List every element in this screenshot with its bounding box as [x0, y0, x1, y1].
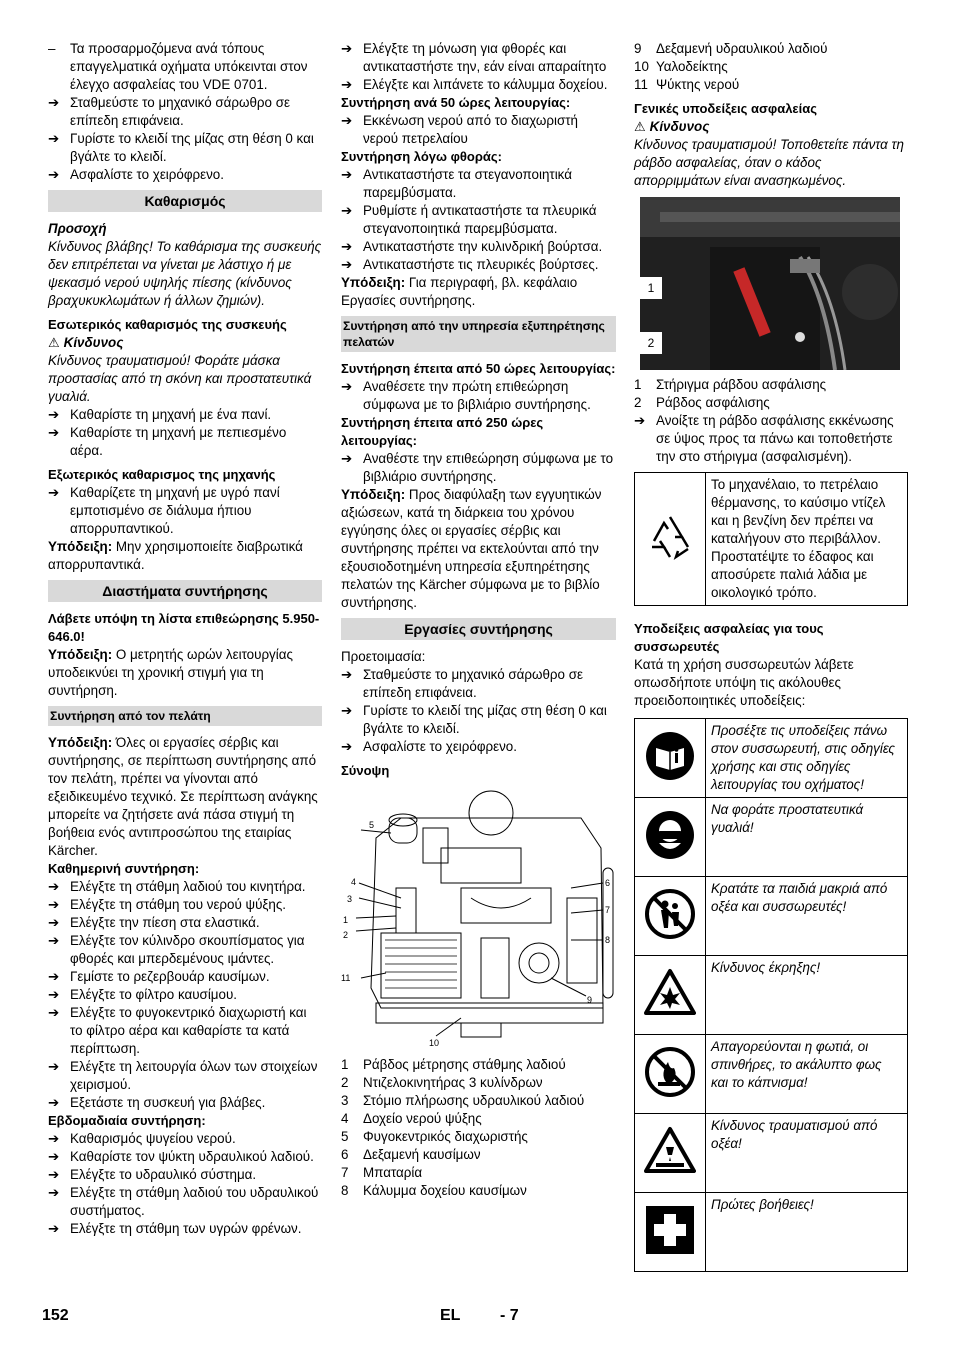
customer-maintenance-title: Συντήρηση από τον πελάτη — [48, 706, 322, 726]
step-item: ➔ Αντικαταστήστε τα στεγανοποιητικά παρεμβύσματα. — [341, 166, 616, 202]
language-code: EL — [440, 1307, 461, 1324]
recycling-box — [634, 472, 908, 606]
step-item: ➔ Σταθμεύστε το μηχανικό σάρωθρο σε επίπεδη επιφάνεια. — [341, 666, 616, 702]
callout-9: 9 — [587, 995, 593, 1005]
callout-11: 11 — [341, 973, 351, 983]
prep-label: Προετοιμασία: — [341, 649, 426, 664]
callout-8: 8 — [605, 935, 611, 945]
after250-steps — [341, 450, 616, 486]
battery-warning-text: Κρατάτε τα παιδιά μακριά από οξέα και συσσωρευτές! — [706, 877, 908, 956]
battery-warning-row — [635, 798, 908, 877]
column-3 — [634, 40, 907, 1272]
warning-triangle-icon: ⚠ — [634, 119, 646, 134]
legend-item: 2 Ντιζελοκινητήρας 3 κυλίνδρων — [341, 1075, 543, 1090]
section-cleaning-title: Καθαρισμός — [48, 190, 322, 212]
no-fire-icon — [644, 1046, 696, 1098]
safety-title: Γενικές υποδείξεις ασφαλείας — [634, 101, 817, 116]
wear-title: Συντήρηση λόγω φθοράς: — [341, 149, 502, 164]
caution-label: Προσοχή — [48, 221, 107, 236]
safety-bar-photo — [640, 197, 900, 370]
step-item: ➔ Ελέγξτε τη στάθμη του νερού ψύξης. — [48, 896, 322, 914]
step-item: ➔ Ελέγξτε τη στάθμη λαδιού του υδραυλικού συστήματος. — [48, 1184, 322, 1220]
step-item: ➔ Ελέγξτε το φυγοκεντρικό διαχωριστή και το φίλτρο αέρα και καθαρίστε τα κατά περίπτωση. — [48, 1004, 322, 1058]
drawing-legend-continued — [634, 40, 907, 94]
warranty-note: Υπόδειξη: Προς διαφύλαξη των εγγυητικών αξιώσεων, κατά τη διάρκεια του χρόνου εγγύησης όλες οι εργασίες σέρβις και συντήρησης πρέπει να εκτελούνται από την εξουσιοδοτημένη υπηρεσία εξυπηρέτησης πελατών της Kärcher σύμφωνα με το βιβλίο συντήρησης. — [341, 487, 602, 610]
sub-page-number: - 7 — [500, 1307, 519, 1324]
battery-warnings-table — [634, 718, 908, 1272]
photo-label-1: 1 — [640, 277, 662, 299]
battery-title: Υποδείξεις ασφαλείας για τους συσσωρευτές — [634, 621, 824, 654]
step-item: ➔ Ελέγξτε τη μόνωση για φθορές και αντικαταστήστε την, εάν είναι απαραίτητο — [341, 40, 616, 76]
section-intervals-title: Διαστήματα συντήρησης — [48, 580, 322, 602]
after250-title: Συντήρηση έπειτα από 250 ώρες λειτουργίας: — [341, 415, 544, 448]
battery-warning-row — [635, 877, 908, 956]
legend-item: 1 Ράβδος μέτρησης στάθμης λαδιού — [341, 1057, 566, 1072]
callout-6: 6 — [605, 878, 611, 888]
prep-steps — [341, 666, 616, 756]
photo-steps — [634, 412, 907, 466]
keep-children-away-icon — [644, 888, 696, 940]
step-item: ➔ Ρυθμίστε ή αντικαταστήστε τα πλευρικά στεγανοποιητικά παρεμβύσματα. — [341, 202, 616, 238]
external-note: Υπόδειξη: Μην χρησιμοποιείτε διαβρωτικά απορρυπαντικά. — [48, 539, 303, 572]
after50-steps — [341, 378, 616, 414]
step-item: ➔ Αναθέστε την επιθεώρηση σύμφωνα με το βιβλιάριο συντήρησης. — [341, 450, 616, 486]
wear-note: Υπόδειξη: Για περιγραφή, βλ. κεφάλαιο Εργασίες συντήρησης. — [341, 275, 578, 308]
callout-7: 7 — [605, 905, 611, 915]
step-item: ➔ Ελέγξτε την πίεση στα ελαστικά. — [48, 914, 322, 932]
customer-note: Υπόδειξη: Όλες οι εργασίες σέρβις και συντήρησης, σε περίπτωση συντήρησης από τον πελάτη, πρέπει να γίνονται από εξειδικευμένο τεχνικό. Σε περίπτωση ανάγκης μπορείτε να ζητήσετε ανά πάσα στιγμή τη βοήθεια ενός αντιπροσώπου της εταιρίας Kärcher. — [48, 735, 318, 858]
recycling-icon — [642, 509, 698, 565]
battery-intro: Κατά τη χρήση συσσωρευτών λάβετε οπωσδήποτε υπόψη τις ακόλουθες προειδοποιητικές υποδείξεις: — [634, 657, 854, 708]
column-1 — [48, 40, 322, 1238]
danger-text: Κίνδυνος τραυματισμού! Τοποθετείτε πάντα τη ράβδο ασφαλείας, όταν ο κάδος απορριμμάτων είναι ανασηκωμένος. — [634, 137, 904, 188]
section-work-title: Εργασίες συντήρησης — [341, 618, 616, 640]
battery-warning-text: Προσέξτε τις υποδείξεις πάνω στον συσσωρευτή, στις οδηγίες χρήσης και στις οδηγίες λειτουργίας του οχήματος! — [706, 719, 908, 798]
weekly-title: Εβδομαδιαία συντήρηση: — [48, 1113, 206, 1128]
legend-item: 8 Κάλυμμα δοχείου καυσίμων — [341, 1183, 527, 1198]
legend-item: 1 Στήριγμα ράβδου ασφάλισης — [634, 377, 827, 392]
battery-warning-text: Να φοράτε προστατευτικά γυαλιά! — [706, 798, 908, 877]
warning-triangle-icon: ⚠ — [48, 335, 60, 350]
after50-title: Συντήρηση έπειτα από 50 ώρες λειτουργίας: — [341, 361, 616, 376]
photo-legend — [634, 376, 907, 412]
steps-top — [341, 40, 616, 94]
h50-title: Συντήρηση ανά 50 ώρες λειτουργίας: — [341, 95, 571, 110]
step-item: ➔ Καθαρίζετε τη μηχανή με υγρό πανί εμποτισμένο σε διάλυμα ήπιου απορρυπαντικού. — [48, 484, 322, 538]
daily-steps — [48, 878, 322, 1112]
step-item: ➔ Σταθμεύστε το μηχανικό σάρωθρο σε επίπεδη επιφάνεια. — [48, 94, 322, 130]
danger-heading: ⚠ Κίνδυνος — [634, 119, 710, 134]
legend-item: 3 Στόμιο πλήρωσης υδραυλικού λαδιού — [341, 1093, 585, 1108]
steps-top — [48, 94, 322, 184]
callout-1: 1 — [343, 915, 349, 925]
step-item: ➔ Γεμίστε το ρεζερβουάρ καυσίμων. — [48, 968, 322, 986]
step-item: ➔ Ελέγξτε τη λειτουργία όλων των στοιχείων χειρισμού. — [48, 1058, 322, 1094]
h50-steps — [341, 112, 616, 148]
callout-4: 4 — [351, 877, 357, 887]
callout-5: 5 — [369, 820, 375, 830]
battery-warning-row — [635, 1193, 908, 1272]
step-item: ➔ Καθαρίστε τον ψύκτη υδραυλικού λαδιού. — [48, 1148, 322, 1166]
explosion-icon — [644, 967, 696, 1019]
photo-label-2: 2 — [640, 332, 662, 354]
caution-text: Κίνδυνος βλάβης! Το καθάρισμα της συσκευής δεν επιτρέπεται να γίνεται με λάστιχο ή με ψεκασμό νερού υψηλής πίεσης (κίνδυνος βραχυκυκλωμάτων ή άλλων ζημιών). — [48, 239, 322, 308]
step-item: ➔ Γυρίστε το κλειδί της μίζας στη θέση 0 και βγάλτε το κλειδί. — [48, 130, 322, 166]
step-item: ➔ Αναθέσετε την πρώτη επιθεώρηση σύμφωνα με το βιβλιάριο συντήρησης. — [341, 378, 616, 414]
service-maintenance-title: Συντήρηση από την υπηρεσία εξυπηρέτησης πελατών — [341, 316, 616, 352]
legend-item: 9 Δεξαμενή υδραυλικού λαδιού — [634, 41, 828, 56]
external-steps — [48, 484, 322, 538]
daily-title: Καθημερινή συντήρηση: — [48, 861, 200, 876]
battery-warning-row — [635, 1035, 908, 1114]
manual-icon — [644, 730, 696, 782]
step-item: ➔ Ελέγξτε το φίλτρο καυσίμου. — [48, 986, 322, 1004]
battery-warning-text: Κίνδυνος έκρηξης! — [706, 956, 908, 1035]
step-item: ➔ Ελέγξτε τη στάθμη λαδιού του κινητήρα. — [48, 878, 322, 896]
legend-item: 6 Δεξαμενή καυσίμων — [341, 1147, 481, 1162]
legend-item: 7 Μπαταρία — [341, 1165, 423, 1180]
internal-cleaning-title: Εσωτερικός καθαρισμός της συσκευής — [48, 317, 287, 332]
battery-warning-text: Κίνδυνος τραυματισμού από οξέα! — [706, 1114, 908, 1193]
legend-item: 5 Φυγοκεντρικός διαχωριστής — [341, 1129, 528, 1144]
machine-drawing-svg — [341, 788, 616, 1050]
legend-item: 4 Δοχείο νερού ψύξης — [341, 1111, 482, 1126]
step-item: ➔ Ανοίξτε τη ράβδο ασφάλισης εκκένωσης σε ύψος προς τα πάνω και τοποθετήστε την στο στήριγμα (ασφαλισμένη). — [634, 412, 907, 466]
battery-warning-text: Πρώτες βοήθειες! — [706, 1193, 908, 1272]
acid-burn-icon — [644, 1125, 696, 1177]
machine-overview-drawing — [341, 788, 616, 1050]
callout-3: 3 — [347, 894, 353, 904]
step-item: ➔ Εξετάστε τη συσκευή για βλάβες. — [48, 1094, 322, 1112]
step-item: ➔ Ελέγξτε το υδραυλικό σύστημα. — [48, 1166, 322, 1184]
page-number: 152 — [42, 1307, 69, 1324]
step-item: ➔ Ασφαλίστε το χειρόφρενο. — [48, 166, 322, 184]
legend-item: 10 Υαλοδείκτης — [634, 59, 728, 74]
internal-steps — [48, 406, 322, 460]
callout-2: 2 — [343, 930, 349, 940]
step-item: ➔ Ελέγξτε και λιπάνετε το κάλυμμα δοχείου. — [341, 76, 616, 94]
step-item: ➔ Ελέγξτε τον κύλινδρο σκουπίσματος για φθορές και μπερδεμένους ιμάντες. — [48, 932, 322, 968]
goggles-icon — [644, 809, 696, 861]
legend-item: 11 Ψύκτης νερού — [634, 77, 740, 92]
intervals-note: Υπόδειξη: Ο μετρητής ωρών λειτουργίας υποδεικνύει τη χρονική στιγμή για τη συντήρηση. — [48, 647, 293, 698]
drawing-legend — [341, 1056, 616, 1200]
step-item: ➔ Καθαρίστε τη μηχανή με ένα πανί. — [48, 406, 322, 424]
internal-danger-text: Κίνδυνος τραυματισμού! Φοράτε μάσκα προστασίας από τη σκόνη και προστατευτικά γυαλιά. — [48, 353, 312, 404]
weekly-steps — [48, 1130, 322, 1238]
external-cleaning-title: Εξωτερικός καθαρισμος της μηχανής — [48, 467, 276, 482]
step-item: ➔ Γυρίστε το κλειδί της μίζας στη θέση 0 και βγάλτε το κλειδί. — [341, 702, 616, 738]
first-aid-icon — [644, 1204, 696, 1256]
recycling-text: Το μηχανέλαιο, το πετρέλαιο θέρμανσης, το καύσιμο ντίζελ και η βενζίνη δεν πρέπει να καταλήγουν στο περιβάλλον. Προστατέψτε το έδαφος και αποσύρετε παλιά λάδια με οικολογικό τρόπο. — [706, 473, 908, 606]
checklist-title: Λάβετε υπόψη τη λίστα επιθεώρησης 5.950-646.0! — [48, 611, 320, 644]
step-item: ➔ Αντικαταστήστε την κυλινδρική βούρτσα. — [341, 238, 616, 256]
battery-warning-row — [635, 956, 908, 1035]
battery-warning-row — [635, 719, 908, 798]
column-2 — [341, 40, 616, 1200]
step-item: ➔ Ασφαλίστε το χειρόφρενο. — [341, 738, 616, 756]
step-item: ➔ Καθαρισμός ψυγείου νερού. — [48, 1130, 322, 1148]
battery-warning-text: Απαγορεύονται η φωτιά, οι σπινθήρες, το ακάλυπτο φως και το κάπνισμα! — [706, 1035, 908, 1114]
wear-steps — [341, 166, 616, 274]
step-item: ➔ Εκκένωση νερού από το διαχωριστή νερού πετρελαίου — [341, 112, 616, 148]
dash-item: – Τα προσαρμοζόμενα ανά τόπους επαγγελματικά οχήματα υπόκεινται στον έλεγχο ασφαλείας του VDE 0701. — [48, 40, 322, 94]
danger-heading: ⚠ Κίνδυνος — [48, 335, 124, 350]
step-item: ➔ Καθαρίστε τη μηχανή με πεπιεσμένο αέρα. — [48, 424, 322, 460]
step-item: ➔ Αντικαταστήστε τις πλευρικές βούρτσες. — [341, 256, 616, 274]
legend-item: 2 Ράβδος ασφάλισης — [634, 395, 770, 410]
callout-10: 10 — [429, 1038, 440, 1048]
step-item: ➔ Ελέγξτε τη στάθμη των υγρών φρένων. — [48, 1220, 322, 1238]
overview-title: Σύνοψη — [341, 763, 390, 778]
battery-warning-row — [635, 1114, 908, 1193]
